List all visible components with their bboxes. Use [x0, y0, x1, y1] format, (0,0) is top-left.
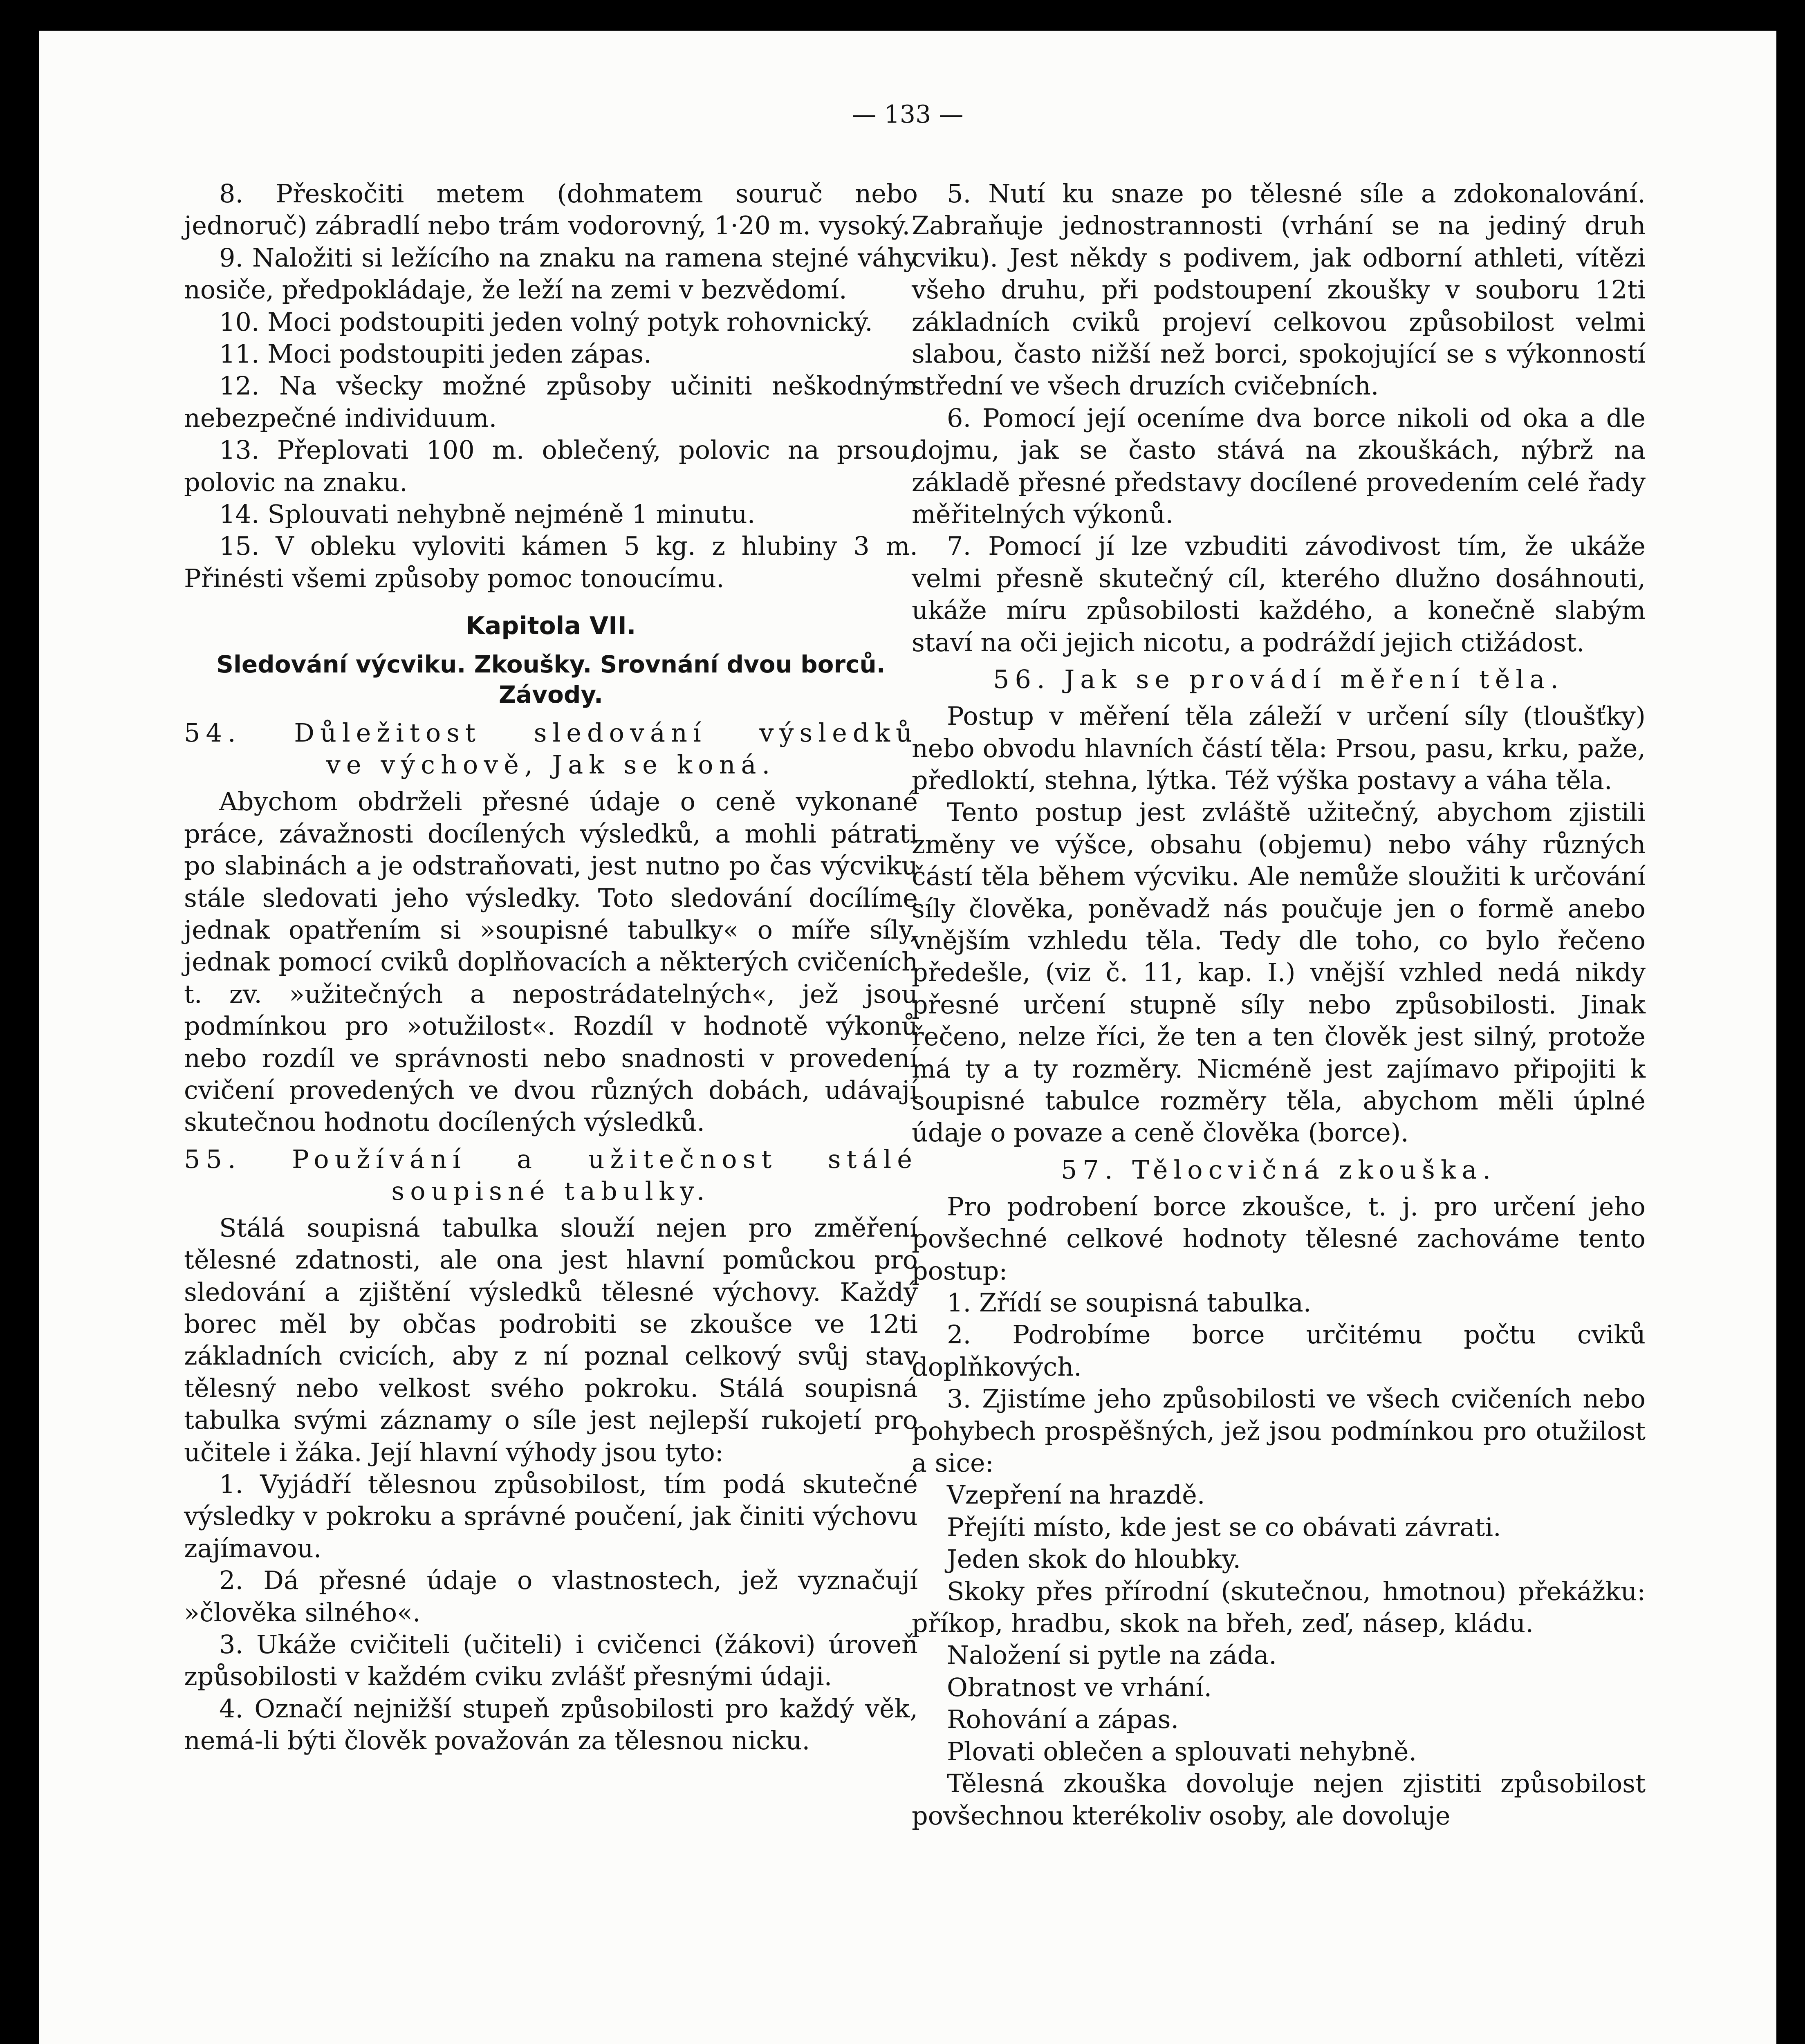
exercise-item: Obratnost ve vrhání. [947, 1672, 1212, 1702]
list-item: 14. Splouvati nehybně nejméně 1 minutu. [219, 499, 756, 529]
book-page [39, 31, 1776, 2044]
section-heading-56: 56. Jak se provádí měření těla. [993, 664, 1564, 695]
list-item: 9. Naložiti si ležícího na znaku na ramena stejné váhy nosiče, předpokládaje, že leží na zemi v bezvědomí. [184, 242, 918, 305]
list-item: 15. V obleku vyloviti kámen 5 kg. z hlubiny 3 m. Přinésti všemi způsoby pomoc tonoucímu. [184, 531, 918, 593]
exercise-item: Přejíti místo, kde jest se co obávati závrati. [947, 1512, 1501, 1542]
page-number: — 133 — [852, 100, 964, 129]
list-item: 6. Pomocí její oceníme dva borce nikoli od oka a dle dojmu, jak se často stává na zkouškách, nýbrž na základě přesné představy docílené provedením celé řady měřitelných výkonů. [912, 403, 1646, 529]
list-item: 11. Moci podstoupiti jeden zápas. [219, 339, 652, 369]
section-heading-line: soupisné tabulky. [391, 1176, 711, 1206]
section-heading-line: ve výchově, Jak se koná. [326, 750, 776, 780]
chapter-title: Kapitola VII. [466, 612, 636, 641]
exercise-item: Jeden skok do hloubky. [947, 1544, 1241, 1574]
paragraph: Abychom obdrželi přesné údaje o ceně vykonané práce, závažnosti docílených výsledků, a mohli pátrati po slabinách a je odstraňovati, jest nutno po čas výcviku stále sledovati jeho výsledky. Toto sledování docílíme jednak opatřením si »soupisné tabulky« o míře síly, jednak pomocí cviků doplňovacích a některých cvičeních t. zv. »užitečných a nepostrádatelných«, jež jsou podmínkou pro »otužilost«. Rozdíl v hodnotě výkonů nebo rozdíl ve správnosti nebo snadnosti v provedení cvičení provedených ve dvou různých dobách, udávají skutečnou hodnotu docílených výsledků. [184, 787, 918, 1137]
list-item: 2. Podrobíme borce určitému počtu cviků doplňkových. [912, 1320, 1646, 1382]
list-item: 1. Zřídí se soupisná tabulka. [947, 1288, 1312, 1318]
list-item: 1. Vyjádří tělesnou způsobilost, tím podá skutečné výsledky v pokroku a správné poučení, jak činiti výchovu zajímavou. [184, 1469, 918, 1563]
left-column [184, 178, 918, 1757]
section-heading-line: 55. Používání a užitečnost stálé [184, 1144, 918, 1174]
list-item: 4. Označí nejnižší stupeň způsobilosti pro každý věk, nemá-li býti člověk považován za tělesnou nicku. [184, 1693, 918, 1756]
exercise-item: Plovati oblečen a splouvati nehybně. [947, 1736, 1417, 1766]
paragraph: Pro podrobení borce zkoušce, t. j. pro určení jeho povšechné celkové hodnoty tělesné zachováme tento postup: [912, 1191, 1646, 1286]
section-heading-57: 57. Tělocvičná zkouška. [1061, 1154, 1497, 1185]
section-heading-54 [184, 717, 918, 781]
list-item: 7. Pomocí jí lze vzbuditi závodivost tím, že ukáže velmi přesně skutečný cíl, kterého dlužno dosáhnouti, ukáže míru způsobilosti každého, a konečně slabým staví na oči jejich nicotu, a podráždí jejich ctižádost. [912, 531, 1646, 657]
paragraph: Stálá soupisná tabulka slouží nejen pro změření tělesné zdatnosti, ale ona jest hlavní pomůckou pro sledování a zjištění výsledků tělesné výchovy. Každý borec měl by občas podrobiti se zkoušce ve 12ti základních cvicích, aby z ní poznal celkový svůj stav tělesný nebo velkost svého pokroku. Stálá soupisná tabulka svými záznamy o síle jest nejlepší rukojetí pro učitele i žáka. Její hlavní výhody jsou tyto: [184, 1213, 918, 1467]
exercise-item: Rohování a zápas. [947, 1704, 1179, 1735]
list-item: 10. Moci podstoupiti jeden volný potyk rohovnický. [219, 307, 873, 337]
section-heading-55 [184, 1143, 918, 1207]
exercise-item: Vzepření na hrazdě. [947, 1480, 1205, 1510]
section-heading-line: 54. Důležitost sledování výsledků [184, 718, 918, 748]
list-item: 13. Přeplovati 100 m. oblečený, polovic na prsou, polovic na znaku. [184, 435, 918, 497]
list-item: 3. Ukáže cvičiteli (učiteli) i cvičenci (žákovi) úroveň způsobilosti v každém cviku zvlášť přesnými údaji. [184, 1629, 918, 1692]
paragraph: Tento postup jest zvláště užitečný, abychom zjistili změny ve výšce, obsahu (objemu) nebo váhy různých částí těla během výcviku. Ale nemůže sloužiti k určování síly člověka, poněvadž nás poučuje jen o formě anebo vnějším vzhledu těla. Tedy dle toho, co bylo řečeno předešle, (viz č. 11, kap. I.) vnější vzhled nedá nikdy přesné určení stupně síly nebo způsobilosti. Jinak řečeno, nelze říci, že ten a ten člověk jest silný, protože má ty a ty rozměry. Nicméně jest zajímavo připojiti k soupisné tabulce rozměry těla, abychom měli úplné údaje o povaze a ceně člověka (borce). [912, 797, 1646, 1148]
paragraph: Tělesná zkouška dovoluje nejen zjistiti způsobilost povšechnou kterékoliv osoby, ale dovoluje [912, 1768, 1646, 1831]
right-column [912, 178, 1646, 1832]
exercise-item: Naložení si pytle na záda. [947, 1640, 1277, 1670]
paragraph: Postup v měření těla záleží v určení síly (tloušťky) nebo obvodu hlavních částí těla: Prsou, pasu, krku, paže, předloktí, stehna, lýtka. Též výška postavy a váha těla. [912, 701, 1646, 795]
list-item: 8. Přeskočiti metem (dohmatem souruč nebo jednoruč) zábradlí nebo trám vodorovný, 1·20 m. vysoký. [184, 179, 918, 241]
list-item: 2. Dá přesné údaje o vlastnostech, jež vyznačují »člověka silného«. [184, 1565, 918, 1627]
exercise-item: Skoky přes přírodní (skutečnou, hmotnou) překážku: příkop, hradbu, skok na břeh, zeď, násep, kládu. [912, 1576, 1646, 1638]
list-item: 12. Na všecky možné způsoby učiniti neškodným nebezpečné individuum. [184, 371, 918, 433]
list-item: 3. Zjistíme jeho způsobilosti ve všech cvičeních nebo pohybech prospěšných, jež jsou podmínkou pro otužilost a sice: [912, 1384, 1646, 1478]
chapter-subtitle: Sledování výcviku. Zkoušky. Srovnání dvou borců. Závody. [216, 650, 886, 709]
list-item: 5. Nutí ku snaze po tělesné síle a zdokonalování. Zabraňuje jednostrannosti (vrhání se na jediný druh cviku). Jest někdy s podivem, jak odborní athleti, vítězi všeho druhu, při podstoupení zkoušky v souboru 12ti základních cviků projeví celkovou způsobilost velmi slabou, často nižší než borci, spokojující se s výkonností střední ve všech druzích cvičebních. [912, 179, 1646, 401]
